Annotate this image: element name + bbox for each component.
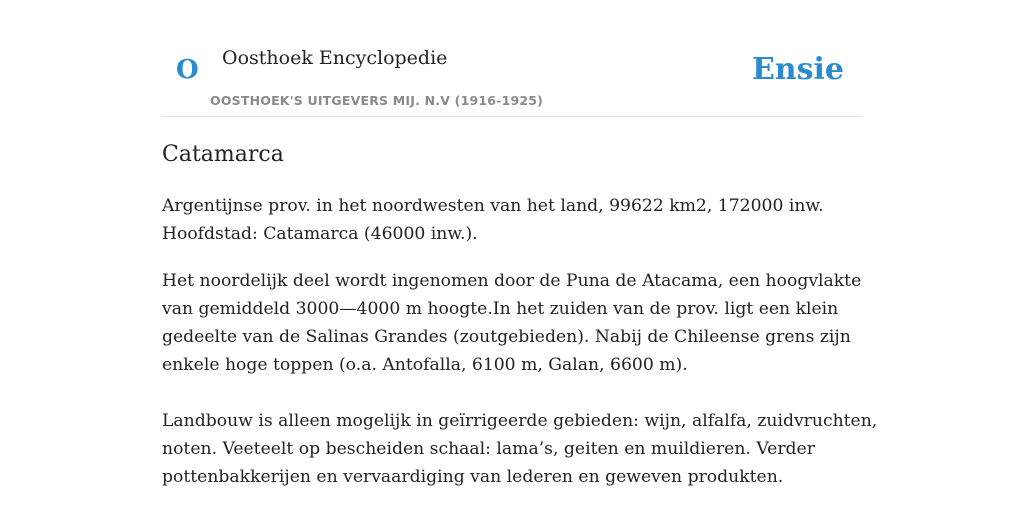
ensie-brand-link[interactable]: Ensie	[751, 52, 844, 87]
paragraph-line: Argentijnse prov. in het noordwesten van het land, 99622 km2, 172000 inw.	[162, 196, 824, 216]
paragraph-line: Het noordelijk deel wordt ingenomen door de Puna de Atacama, een hoogvlakte	[162, 271, 862, 291]
paragraph-line: noten. Veeteelt op bescheiden schaal: lama’s, geiten en muildieren. Verder	[162, 439, 815, 459]
article-paragraph	[162, 267, 862, 379]
paragraph-line: Landbouw is alleen mogelijk in geïrrigeerde gebieden: wijn, alfalfa, zuidvruchten,	[162, 411, 878, 431]
article	[162, 138, 878, 487]
site-title[interactable]: Oosthoek Encyclopedie	[222, 47, 448, 69]
paragraph-line: enkele hoge toppen (o.a. Antofalla, 6100 m, Galan, 6600 m).	[162, 355, 688, 375]
publisher-subtitle: OOSTHOEK'S UITGEVERS MIJ. N.V (1916-1925)	[210, 93, 544, 108]
paragraph-line: pottenbakkerijen en vervaardiging van lederen en geweven produkten.	[162, 467, 784, 487]
article-paragraph	[162, 407, 878, 491]
article-paragraph	[162, 192, 862, 248]
encyclopedia-logo-icon[interactable]: O	[176, 55, 199, 85]
article-title: Catamarca	[162, 142, 284, 167]
paragraph-line: van gemiddeld 3000—4000 m hoogte.In het zuiden van de prov. ligt een klein	[162, 299, 839, 319]
paragraph-line: Hoofdstad: Catamarca (46000 inw.).	[162, 224, 478, 244]
site-header	[162, 0, 862, 117]
paragraph-line: gedeelte van de Salinas Grandes (zoutgebieden). Nabij de Chileense grens zijn	[162, 327, 851, 347]
